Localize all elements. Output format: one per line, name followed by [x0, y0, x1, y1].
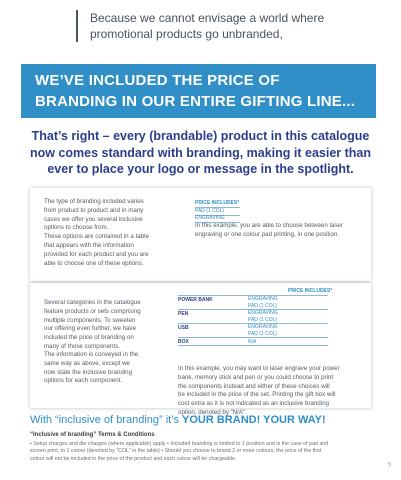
panel2-text-line: now state the inclusive branding — [44, 368, 133, 376]
panel2-example-line: the components instead and either of these choices will — [178, 382, 330, 390]
component-label: PEN — [178, 311, 189, 317]
panel2-example-line: In this example, you may want to laser engrave your power — [178, 365, 340, 372]
branding-option: ENGRAVING — [195, 215, 225, 221]
intro-line-1: Because we cannot envisage a world where — [90, 11, 325, 25]
panel1-text-line: cases we offer you several inclusive — [44, 215, 143, 223]
footer-heading — [30, 414, 326, 426]
component-option: PAD (1 COL) — [248, 330, 278, 337]
intro-quote — [76, 10, 376, 42]
divider — [178, 345, 328, 346]
component-option: ENGRAVING — [248, 310, 278, 316]
panel2-example-line: cost extra as it is not indicated as an inclusive branding — [178, 400, 329, 408]
panel1-text-line: from product to product and in many — [44, 206, 144, 214]
panel2-text-line: multiple components. To sweeten — [44, 316, 136, 324]
component-label: POWER BANK — [178, 297, 213, 303]
panel1-text-line: provided for each product and you are — [44, 250, 149, 258]
panel2-text-line: our offering even further, we have — [44, 325, 137, 333]
panel2-example-line: be included in the price of the set. Printing the gift box will — [178, 391, 336, 399]
component-branding-panel — [30, 283, 371, 416]
panel1-text-line: that appears with the information — [44, 241, 134, 249]
panel1-example-line: In this example, you are able to choose between laser — [195, 222, 343, 229]
panel2-text-line: feature products or sets comprising — [44, 307, 141, 315]
component-option: N/A — [248, 338, 257, 345]
panel2-text-line: same way as above, except we — [44, 359, 130, 367]
panel2-text-line: Several categories in the catalogue — [44, 299, 141, 306]
panel1-text-line: options to choose from. — [44, 224, 109, 232]
footer-heading-plain: With “inclusive of branding” it’s — [30, 414, 183, 426]
lead-line-2: now comes standard with branding, making it easier than — [29, 145, 372, 160]
panel2-text-line: many of those components. — [44, 342, 121, 350]
panel1-example — [195, 222, 355, 240]
panel2-text-line: included the price of branding on — [44, 334, 134, 342]
panel2-description — [44, 299, 176, 352]
panel1-example-line: engraving or one colour pad printing, in one position. — [195, 230, 340, 238]
panel2-text-line: The information is conveyed in the — [44, 351, 139, 358]
branding-options-panel — [30, 188, 371, 281]
banner-line-2: BRANDING IN OUR ENTIRE GIFTING LINE... — [35, 93, 356, 110]
terms-line: screen print, to 1 colour (denoted by “COL” in the table) • Should you choose to brand 2 or more colours, the price of the first — [30, 448, 322, 455]
panel2-example — [178, 365, 358, 418]
price-includes-header: PRICE INCLUDES* — [288, 288, 333, 294]
component-label: BOX — [178, 339, 189, 345]
footer-heading-bold: YOUR BRAND! YOUR WAY! — [182, 414, 326, 426]
component-option: ENGRAVING — [248, 324, 278, 330]
panel1-text-line: The type of branding included varies — [44, 198, 144, 205]
terms-line: • Setup charges and die charges (where applicable) apply • Included branding is limited to 1 position and is the case of pad and — [30, 441, 329, 447]
lead-line-3: ever to place your logo or message in the spotlight. — [47, 162, 354, 176]
panel2-example-line: option, denoted by “N/A”. — [178, 408, 247, 416]
panel2-example-line: bank, memory stick and pen or you could choose to print — [178, 373, 334, 381]
component-option: PAD (1 COL) — [248, 302, 278, 309]
component-option: ENGRAVING — [248, 296, 278, 302]
lead-paragraph — [10, 128, 391, 178]
terms-body — [30, 441, 375, 463]
panel1-text-line: These options are contained in a table — [44, 233, 149, 241]
page-number: 5 — [388, 462, 391, 468]
panel2-text-line: options for each component. — [44, 377, 123, 385]
component-option: PAD (1 COL) — [248, 316, 278, 323]
component-label: USB — [178, 325, 189, 331]
intro-line-2: promotional products go unbranded, — [90, 27, 283, 41]
panel1-text-line: able to choose one of these options. — [44, 259, 144, 267]
panel1-description — [44, 198, 184, 268]
terms-line: colour will not be included in the price of the product and each colour will be chargeable. — [30, 455, 237, 462]
price-includes-header: PRICE INCLUDES* — [195, 200, 240, 206]
headline-banner — [21, 64, 376, 118]
lead-line-1: That’s right – every (brandable) product in this catalogue — [31, 129, 370, 143]
branding-option: PAD (1 COL) — [195, 208, 225, 214]
panel2-description-2 — [44, 351, 176, 386]
banner-line-1: WE’VE INCLUDED THE PRICE OF — [35, 72, 280, 89]
terms-title: “Inclusive of branding” Terms & Conditions — [30, 432, 155, 438]
